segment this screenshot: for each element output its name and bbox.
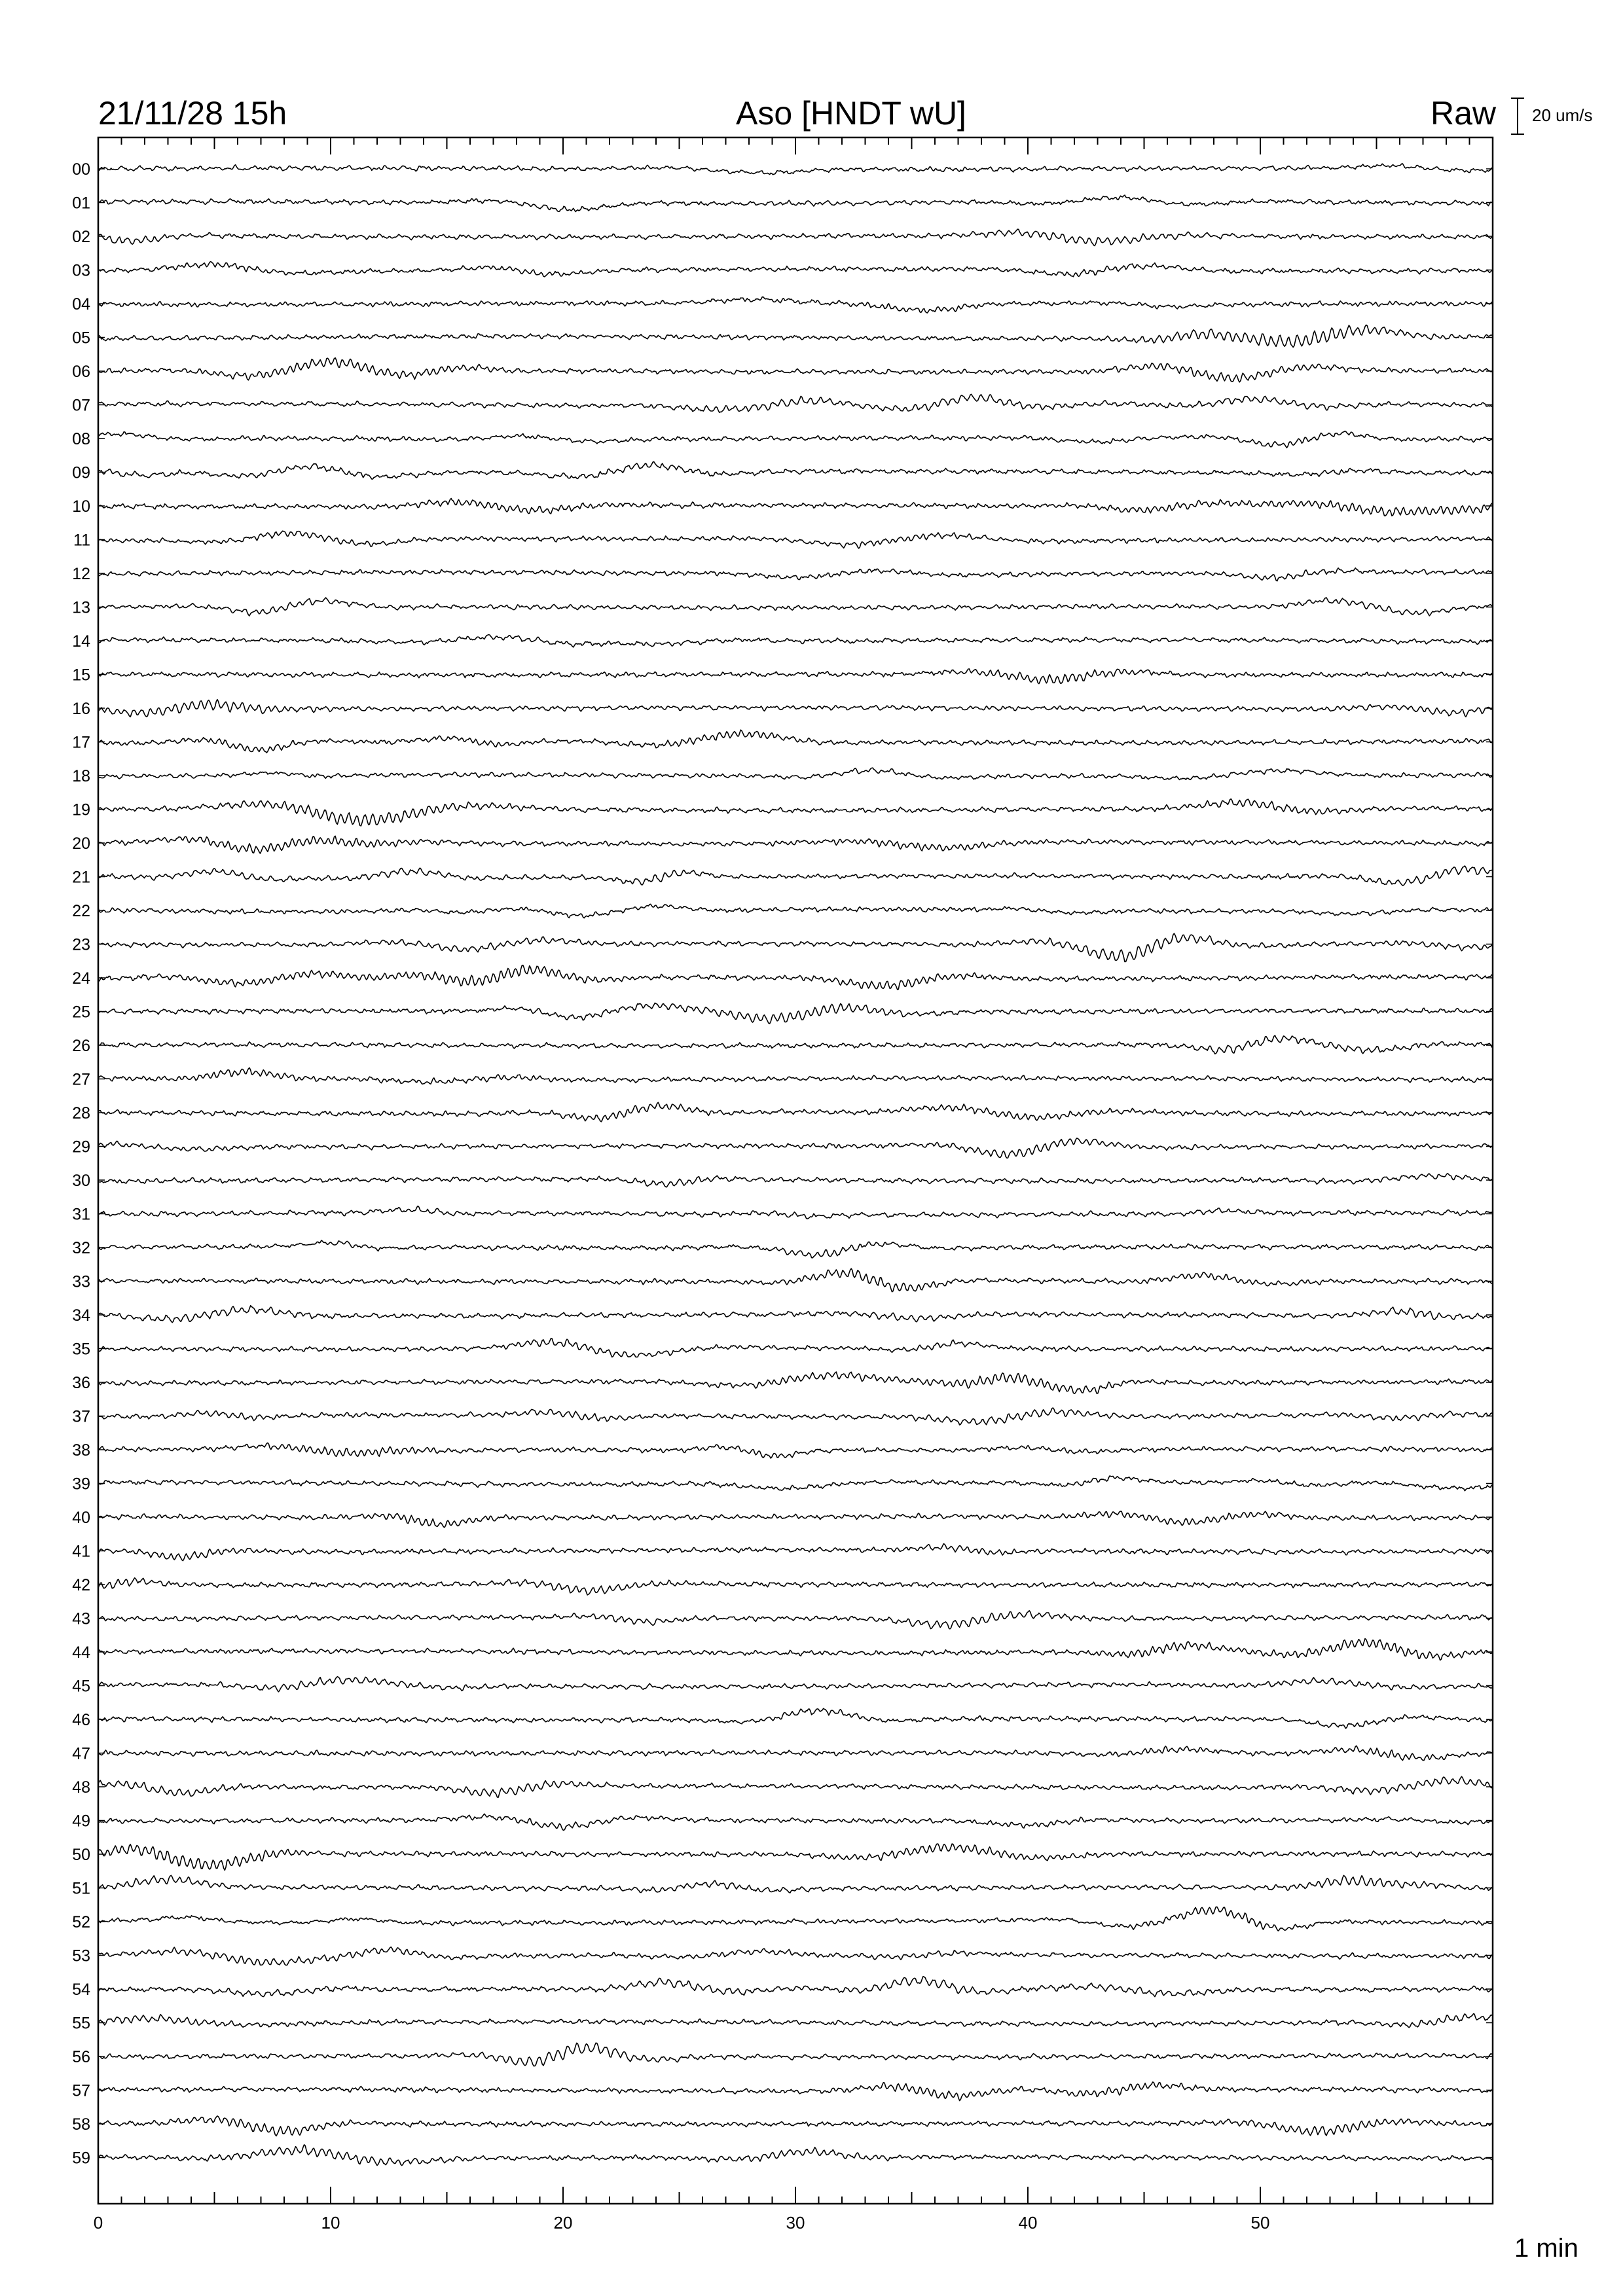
trace-line: [98, 1240, 1493, 1258]
row-label: 50: [72, 1846, 90, 1864]
row-label: 21: [72, 868, 90, 887]
row-label: 14: [72, 632, 90, 651]
row-label: 20: [72, 834, 90, 853]
trace-line: [98, 1844, 1493, 1870]
row-label: 52: [72, 1913, 90, 1931]
trace-line: [98, 1408, 1493, 1425]
x-tick-labels: [94, 2213, 1270, 2233]
trace-line: [98, 431, 1493, 448]
row-label: 54: [72, 1981, 90, 1999]
trace-line: [98, 358, 1493, 382]
row-label: 41: [72, 1542, 90, 1561]
trace-line: [98, 904, 1493, 918]
trace-line: [98, 394, 1493, 412]
trace-line: [98, 1578, 1493, 1595]
row-label: 38: [72, 1441, 90, 1460]
x-tick-label: 40: [1018, 2213, 1038, 2233]
row-label: 17: [72, 733, 90, 752]
row-label: 55: [72, 2014, 90, 2033]
trace-line: [98, 2082, 1493, 2101]
trace-line: [98, 461, 1493, 479]
row-label: 57: [72, 2081, 90, 2100]
trace-line: [98, 1511, 1493, 1528]
row-label: 34: [72, 1306, 90, 1325]
trace-line: [98, 1776, 1493, 1797]
trace-line: [98, 1476, 1493, 1491]
plot-frame: [98, 137, 1493, 2204]
row-label: 51: [72, 1879, 90, 1898]
row-label: 45: [72, 1677, 90, 1696]
x-tick-label: 0: [93, 2213, 103, 2233]
trace-line: [98, 1875, 1493, 1893]
row-label: 33: [72, 1272, 90, 1291]
trace-line: [98, 1639, 1493, 1660]
row-labels: [72, 160, 90, 2168]
row-label: 46: [72, 1711, 90, 1729]
row-label: 25: [72, 1003, 90, 1022]
row-label: 36: [72, 1374, 90, 1392]
trace-line: [98, 1206, 1493, 1219]
trace-line: [98, 262, 1493, 277]
row-label: 53: [72, 1946, 90, 1965]
trace-line: [98, 669, 1493, 684]
row-label: 22: [72, 902, 90, 920]
row-label: 23: [72, 935, 90, 954]
trace-line: [98, 1035, 1493, 1054]
trace-line: [98, 730, 1493, 753]
row-label: 42: [72, 1576, 90, 1594]
row-label: 47: [72, 1744, 90, 1763]
row-label: 02: [72, 228, 90, 246]
row-label: 03: [72, 261, 90, 280]
row-label: 35: [72, 1340, 90, 1359]
trace-line: [98, 768, 1493, 780]
row-label: 04: [72, 295, 90, 314]
x-axis-label: 1 min: [1514, 2234, 1578, 2263]
trace-line: [98, 195, 1493, 211]
trace-line: [98, 1268, 1493, 1292]
trace-line: [98, 2116, 1493, 2136]
trace-line: [98, 700, 1493, 717]
trace-line: [98, 1746, 1493, 1760]
row-label: 08: [72, 430, 90, 448]
trace-line: [98, 1067, 1493, 1084]
trace-line: [98, 965, 1493, 990]
traces: [98, 164, 1493, 2165]
row-label: 59: [72, 2149, 90, 2168]
trace-line: [98, 933, 1493, 961]
row-label: 37: [72, 1407, 90, 1426]
row-label: 15: [72, 666, 90, 685]
trace-line: [98, 568, 1493, 581]
trace-line: [98, 164, 1493, 175]
row-label: 29: [72, 1138, 90, 1157]
x-tick-label: 10: [321, 2213, 340, 2233]
row-label: 06: [72, 363, 90, 381]
row-label: 43: [72, 1609, 90, 1628]
trace-line: [98, 2043, 1493, 2066]
scale-bar-label: 20 um/s: [1532, 105, 1593, 125]
row-label: 31: [72, 1205, 90, 1224]
trace-line: [98, 1611, 1493, 1629]
row-label: 18: [72, 767, 90, 785]
row-label: 05: [72, 329, 90, 348]
x-tick-label: 20: [553, 2213, 573, 2233]
trace-line: [98, 1907, 1493, 1931]
scale-bar: [1511, 98, 1524, 134]
trace-line: [98, 866, 1493, 886]
row-label: 24: [72, 969, 90, 988]
trace-line: [98, 836, 1493, 853]
header-datetime: 21/11/28 15h: [98, 95, 287, 132]
row-label: 12: [72, 565, 90, 583]
trace-line: [98, 1814, 1493, 1830]
row-label: 30: [72, 1172, 90, 1190]
row-label: 26: [72, 1037, 90, 1055]
x-tick-label: 30: [786, 2213, 805, 2233]
row-label: 00: [72, 160, 90, 179]
row-label: 27: [72, 1070, 90, 1089]
trace-line: [98, 1338, 1493, 1357]
minute-ticks: [98, 137, 1493, 2204]
trace-line: [98, 229, 1493, 245]
trace-line: [98, 1544, 1493, 1561]
trace-line: [98, 531, 1493, 548]
row-label: 28: [72, 1104, 90, 1122]
row-label: 39: [72, 1475, 90, 1494]
row-label: 10: [72, 497, 90, 516]
trace-line: [98, 1003, 1493, 1024]
trace-line: [98, 1977, 1493, 1997]
trace-line: [98, 1306, 1493, 1323]
trace-line: [98, 598, 1493, 616]
row-label: 44: [72, 1643, 90, 1662]
trace-line: [98, 2014, 1493, 2028]
trace-line: [98, 499, 1493, 516]
trace-line: [98, 1677, 1493, 1692]
row-label: 09: [72, 463, 90, 482]
header-station: Aso [HNDT wU]: [736, 95, 966, 132]
trace-line: [98, 1138, 1493, 1158]
row-label: 16: [72, 700, 90, 718]
trace-line: [98, 1372, 1493, 1393]
row-label: 13: [72, 598, 90, 617]
trace-line: [98, 297, 1493, 313]
row-label: 32: [72, 1239, 90, 1257]
row-label: 40: [72, 1509, 90, 1527]
x-tick-label: 50: [1250, 2213, 1270, 2233]
row-label: 58: [72, 2115, 90, 2134]
row-label: 07: [72, 396, 90, 415]
row-label: 11: [73, 531, 90, 550]
row-label: 49: [72, 1812, 90, 1831]
trace-line: [98, 799, 1493, 826]
trace-line: [98, 1443, 1493, 1459]
trace-line: [98, 1102, 1493, 1122]
header-mode: Raw: [1430, 95, 1496, 132]
trace-line: [98, 1708, 1493, 1728]
trace-line: [98, 325, 1493, 348]
trace-line: [98, 1947, 1493, 1965]
trace-line: [98, 635, 1493, 647]
row-label: 01: [72, 194, 90, 213]
row-label: 19: [72, 800, 90, 819]
row-label: 48: [72, 1778, 90, 1797]
row-label: 56: [72, 2048, 90, 2066]
trace-line: [98, 1174, 1493, 1187]
trace-line: [98, 2145, 1493, 2166]
